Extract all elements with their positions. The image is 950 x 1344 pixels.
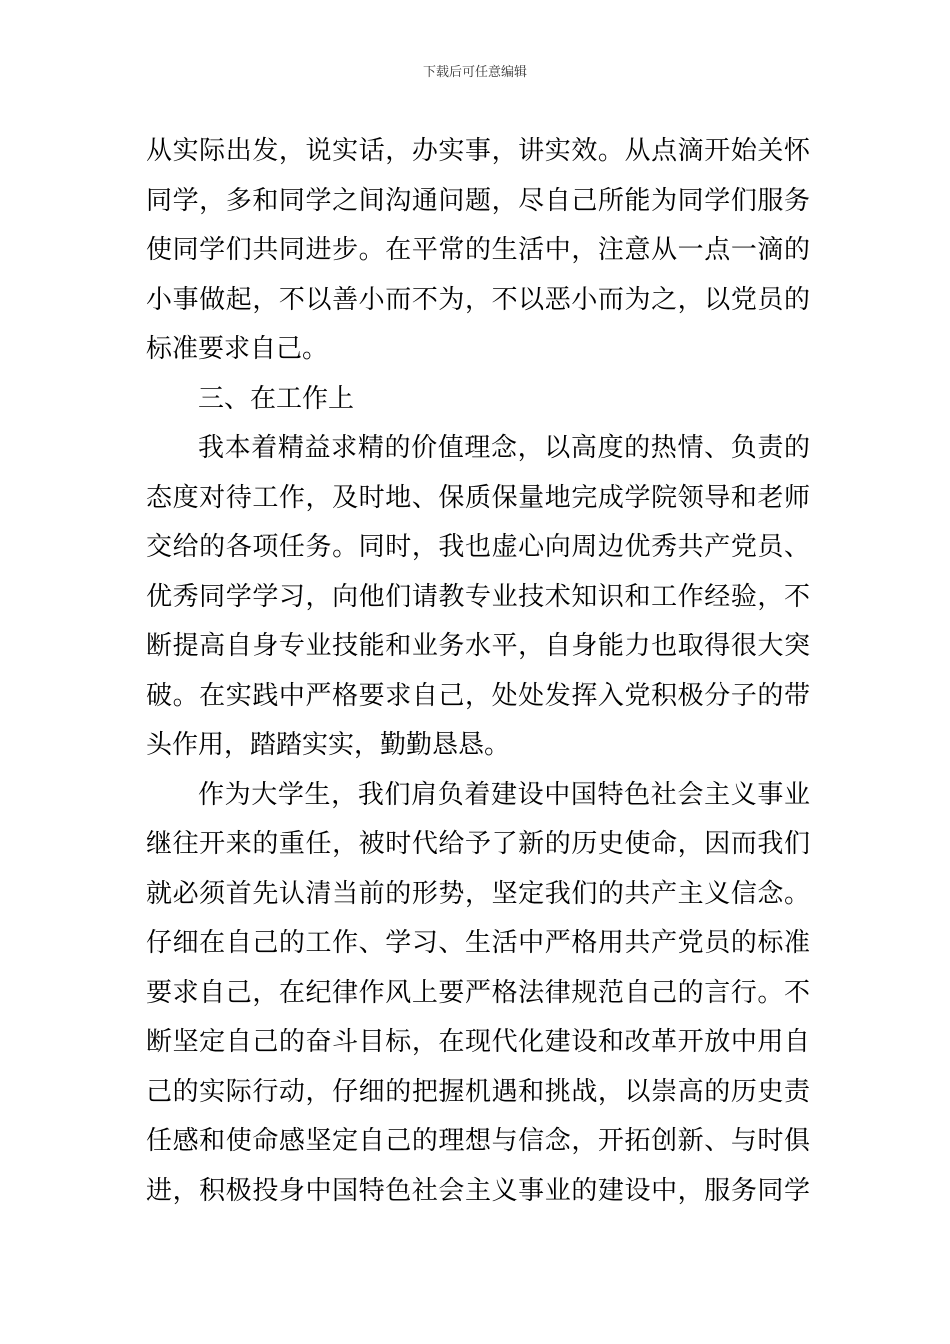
text-line: 任感和使命感坚定自己的理想与信念，开拓创新、与时俱 [146, 1126, 810, 1156]
text-line: 断坚定自己的奋斗目标，在现代化建设和改革开放中用自 [146, 1027, 810, 1057]
text-line: 就必须首先认清当前的形势，坚定我们的共产主义信念。 [146, 878, 810, 909]
text-line: 我本着精益求精的价值理念，以高度的热情、负责的 [198, 433, 810, 463]
text-line: 态度对待工作，及时地、保质保量地完成学院领导和老师 [146, 482, 810, 513]
text-line: 从实际出发，说实话，办实事，讲实效。从点滴开始关怀 [146, 136, 810, 166]
text-line: 断提高自身专业技能和业务水平，自身能力也取得很大突 [146, 631, 810, 661]
text-line: 继往开来的重任，被时代给予了新的历史使命，因而我们 [146, 829, 810, 859]
text-line: 作为大学生，我们肩负着建设中国特色社会主义事业 [198, 779, 810, 810]
text-line: 进，积极投身中国特色社会主义事业的建设中，服务同学 [146, 1175, 810, 1206]
page-header: 下载后可任意编辑 [422, 65, 527, 80]
text-line: 交给的各项任务。同时，我也虚心向周边优秀共产党员、 [146, 532, 810, 562]
text-line: 标准要求自己。 [146, 334, 329, 364]
text-line: 仔细在自己的工作、学习、生活中严格用共产党员的标准 [146, 928, 810, 958]
document-body [146, 127, 810, 1216]
text-line: 头作用，踏踏实实，勤勤恳恳。 [146, 730, 511, 760]
text-line: 要求自己，在纪律作风上要严格法律规范自己的言行。不 [146, 977, 810, 1008]
text-line: 小事做起，不以善小而不为，不以恶小而为之，以党员的 [146, 284, 810, 315]
text-line: 同学，多和同学之间沟通问题，尽自己所能为同学们服务 [146, 185, 810, 216]
section-heading: 三、在工作上 [198, 383, 355, 414]
text-line: 破。在实践中严格要求自己，处处发挥入党积极分子的带 [146, 680, 810, 711]
text-line: 使同学们共同进步。在平常的生活中，注意从一点一滴的 [146, 235, 810, 265]
text-line: 己的实际行动，仔细的把握机遇和挑战，以崇高的历史责 [146, 1076, 810, 1107]
text-line: 优秀同学学习，向他们请教专业技术知识和工作经验，不 [146, 581, 810, 612]
